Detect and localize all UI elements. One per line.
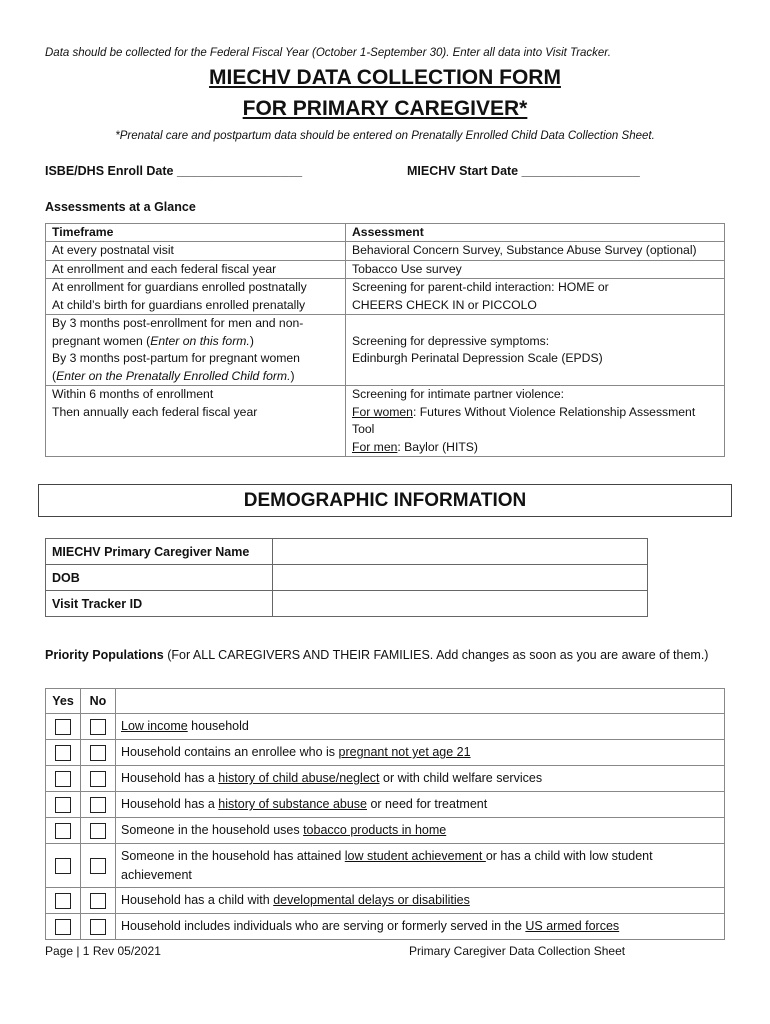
no-checkbox-cell [81, 766, 116, 792]
yes-checkbox[interactable] [55, 858, 71, 874]
table-row [46, 591, 648, 617]
no-checkbox[interactable] [90, 858, 106, 874]
no-checkbox-cell [81, 844, 116, 888]
table-row [46, 565, 648, 591]
demographic-heading: DEMOGRAPHIC INFORMATION [38, 484, 732, 517]
yes-checkbox[interactable] [55, 745, 71, 761]
no-checkbox[interactable] [90, 919, 106, 935]
checklist-row [46, 914, 725, 940]
table-row [46, 539, 648, 565]
no-checkbox[interactable] [90, 823, 106, 839]
checklist-row [46, 740, 725, 766]
no-checkbox[interactable] [90, 745, 106, 761]
no-checkbox-cell [81, 740, 116, 766]
no-checkbox-cell [81, 792, 116, 818]
yes-checkbox[interactable] [55, 719, 71, 735]
priority-checklist [45, 688, 725, 940]
checklist-item-label: Household has a history of substance abuse or need for treatment [116, 792, 725, 818]
yes-checkbox-cell [46, 714, 81, 740]
priority-populations-intro: Priority Populations (For ALL CAREGIVERS AND THEIR FAMILIES. Add changes as soon as you are aware of them.) [45, 648, 709, 662]
sheet-name-footer: Primary Caregiver Data Collection Sheet [409, 944, 626, 958]
checklist-item-label: Household has a child with developmental delays or disabilities [116, 888, 725, 914]
no-checkbox-cell [81, 888, 116, 914]
no-checkbox[interactable] [90, 719, 106, 735]
timeframe-cell: By 3 months post-enrollment for men and non- pregnant women (Enter on this form.) By 3 months post-partum for pregnant women (Enter on the Prenatally Enrolled Child form.) [46, 315, 346, 386]
yes-checkbox-cell [46, 914, 81, 940]
demographic-table [45, 538, 648, 617]
yes-checkbox-cell [46, 740, 81, 766]
timeframe-cell: At enrollment for guardians enrolled postnatally At child’s birth for guardians enrolled prenatally [46, 279, 346, 315]
table-row [46, 315, 725, 386]
assessment-header: Assessment [346, 224, 725, 242]
checklist-item-label: Household includes individuals who are serving or formerly served in the US armed forces [116, 914, 725, 940]
assessment-cell: Screening for depressive symptoms: Edinburgh Perinatal Depression Scale (EPDS) [346, 315, 725, 386]
form-title-line-1: MIECHV DATA COLLECTION FORM [209, 66, 561, 89]
caregiver-name-input[interactable] [273, 539, 648, 565]
checklist-item-label: Someone in the household uses tobacco products in home [116, 818, 725, 844]
top-instruction-note: Data should be collected for the Federal Fiscal Year (October 1-September 30). Enter all data into Visit Tracker. [45, 47, 611, 59]
table-row [46, 279, 725, 315]
no-checkbox-cell [81, 818, 116, 844]
caregiver-name-label: MIECHV Primary Caregiver Name [46, 539, 273, 565]
no-checkbox[interactable] [90, 771, 106, 787]
no-checkbox[interactable] [90, 797, 106, 813]
start-date-field[interactable]: MIECHV Start Date _________________ [407, 164, 640, 178]
assessment-cell: Screening for intimate partner violence: For women: Futures Without Violence Relationship Assessment Tool For men: Baylor (HITS) [346, 386, 725, 457]
dob-label: DOB [46, 565, 273, 591]
table-row [46, 386, 725, 457]
prenatal-note: *Prenatal care and postpartum data should be entered on Prenatally Enrolled Child Data Collection Sheet. [115, 130, 655, 142]
no-checkbox-cell [81, 714, 116, 740]
checklist-row [46, 818, 725, 844]
checklist-row [46, 714, 725, 740]
yes-checkbox[interactable] [55, 823, 71, 839]
visit-tracker-id-input[interactable] [273, 591, 648, 617]
checklist-row [46, 766, 725, 792]
timeframe-header: Timeframe [46, 224, 346, 242]
checklist-item-label: Low income household [116, 714, 725, 740]
table-row [46, 242, 725, 261]
yes-checkbox[interactable] [55, 919, 71, 935]
yes-header: Yes [46, 689, 81, 714]
enroll-date-field[interactable]: ISBE/DHS Enroll Date __________________ [45, 164, 303, 178]
dob-input[interactable] [273, 565, 648, 591]
assessment-cell: Behavioral Concern Survey, Substance Abuse Survey (optional) [346, 242, 725, 261]
checklist-item-label: Someone in the household has attained low student achievement or has a child with low student achievement [116, 844, 725, 888]
table-row [46, 260, 725, 279]
checklist-row [46, 792, 725, 818]
yes-checkbox[interactable] [55, 771, 71, 787]
yes-checkbox-cell [46, 888, 81, 914]
timeframe-cell: Within 6 months of enrollment Then annually each federal fiscal year [46, 386, 346, 457]
yes-checkbox-cell [46, 818, 81, 844]
visit-tracker-id-label: Visit Tracker ID [46, 591, 273, 617]
description-header [116, 689, 725, 714]
timeframe-cell: At enrollment and each federal fiscal year [46, 260, 346, 279]
no-checkbox[interactable] [90, 893, 106, 909]
checklist-row [46, 844, 725, 888]
assessment-cell: Tobacco Use survey [346, 260, 725, 279]
checklist-item-label: Household contains an enrollee who is pregnant not yet age 21 [116, 740, 725, 766]
yes-checkbox[interactable] [55, 797, 71, 813]
no-checkbox-cell [81, 914, 116, 940]
no-header: No [81, 689, 116, 714]
assessments-heading: Assessments at a Glance [45, 200, 196, 214]
yes-checkbox-cell [46, 844, 81, 888]
checklist-row [46, 888, 725, 914]
yes-checkbox-cell [46, 792, 81, 818]
form-title-line-2: FOR PRIMARY CAREGIVER* [242, 97, 528, 120]
assessments-table [45, 223, 725, 457]
checklist-item-label: Household has a history of child abuse/neglect or with child welfare services [116, 766, 725, 792]
assessment-cell: Screening for parent-child interaction: HOME or CHEERS CHECK IN or PICCOLO [346, 279, 725, 315]
timeframe-cell: At every postnatal visit [46, 242, 346, 261]
page-footer: Page | 1 Rev 05/2021 [45, 944, 161, 958]
yes-checkbox-cell [46, 766, 81, 792]
yes-checkbox[interactable] [55, 893, 71, 909]
